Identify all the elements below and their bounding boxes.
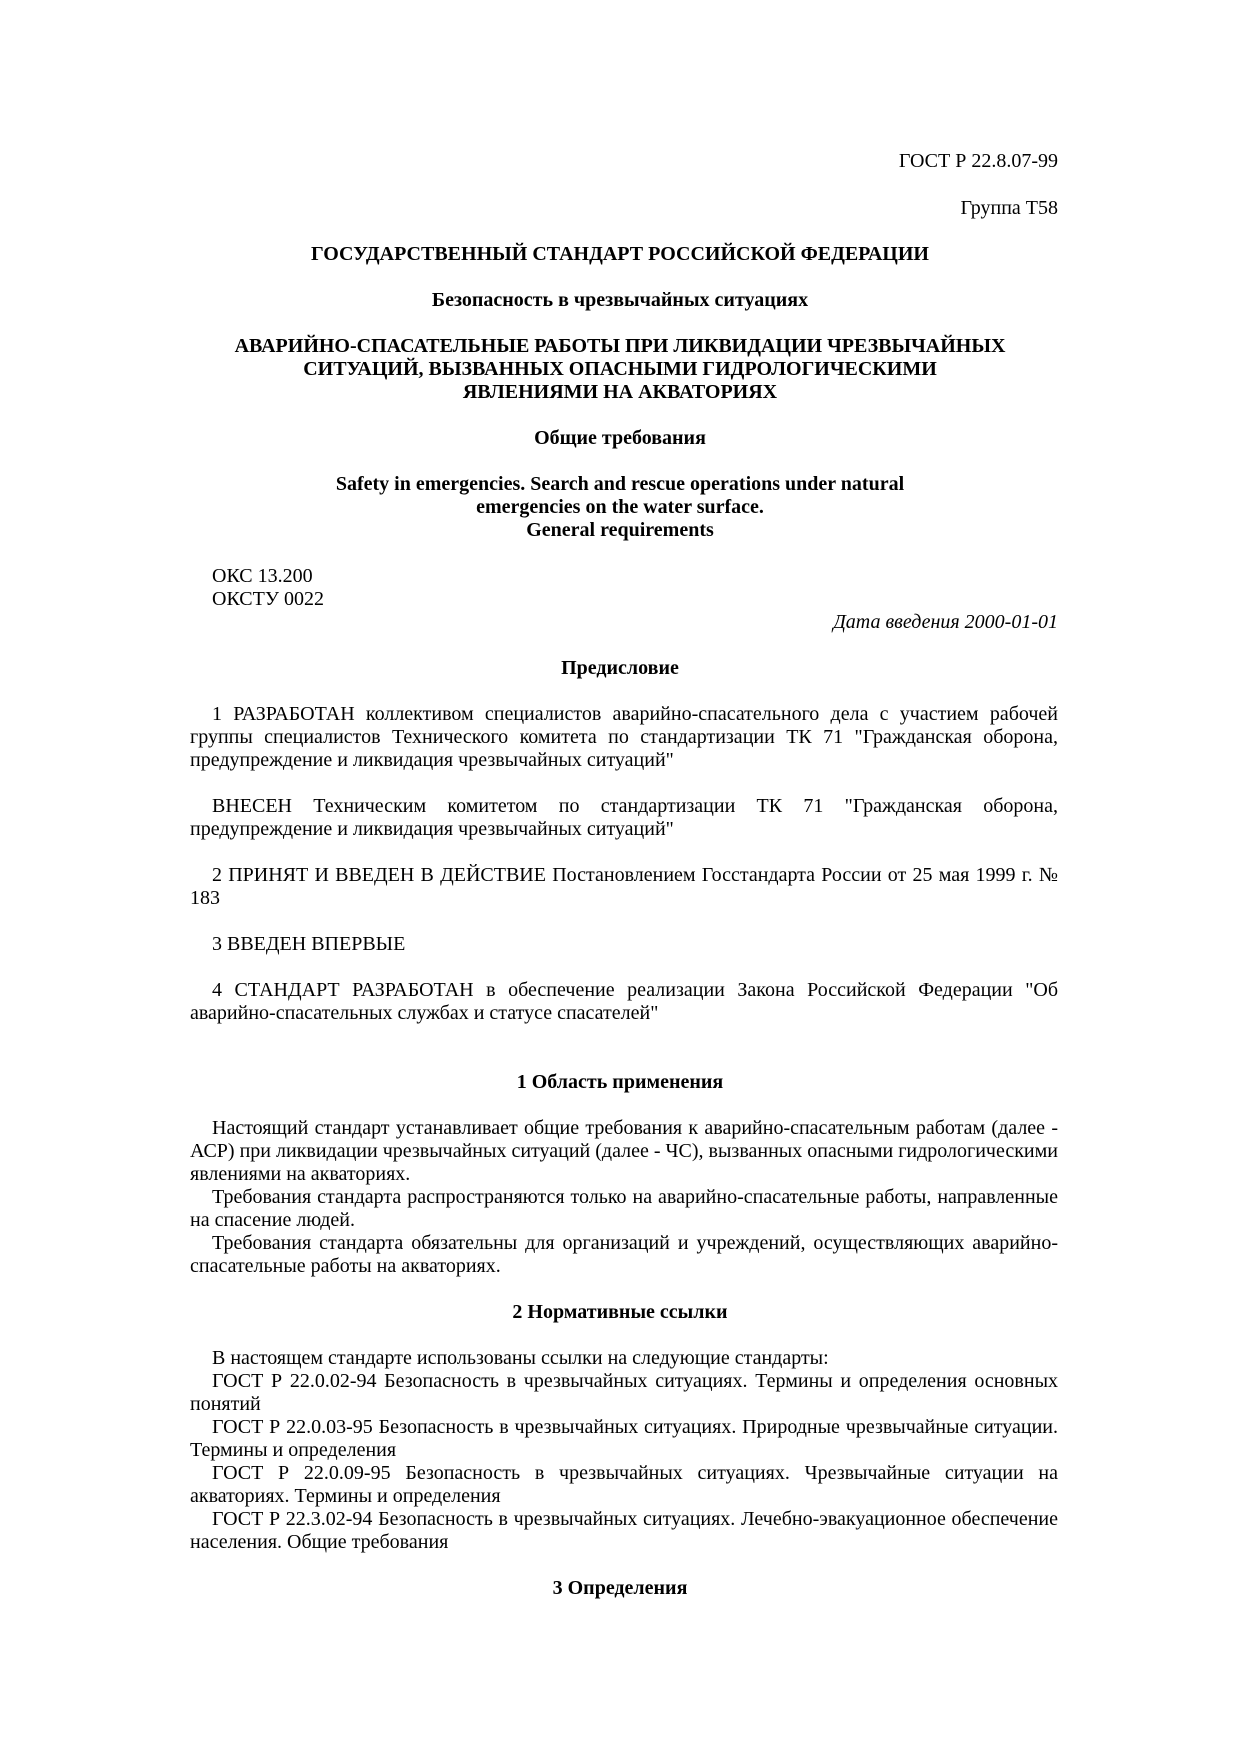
english-title-line-3: General requirements	[526, 519, 714, 541]
section-2-reference-3: ГОСТ Р 22.0.09-95 Безопасность в чрезвычайных ситуациях. Чрезвычайные ситуации на акваториях. Термины и определения	[190, 1462, 1058, 1507]
section-3-heading: 3 Определения	[552, 1577, 688, 1599]
section-1-heading: 1 Область применения	[516, 1071, 724, 1093]
intro-date: Дата введения 2000-01-01	[833, 611, 1058, 633]
okstu-code: ОКСТУ 0022	[212, 588, 325, 610]
section-2-paragraph-1: В настоящем стандарте использованы ссылки на следующие стандарты:	[212, 1347, 829, 1369]
foreword-paragraph-4: 3 ВВЕДЕН ВПЕРВЫЕ	[212, 933, 406, 955]
subtitle: Общие требования	[534, 427, 706, 449]
doc-number: ГОСТ Р 22.8.07-99	[898, 150, 1058, 172]
section-1-paragraph-3: Требования стандарта обязательны для организаций и учреждений, осуществляющих аварийно-спасательные работы на акваториях.	[190, 1232, 1058, 1277]
english-title-line-1: Safety in emergencies. Search and rescue operations under natural	[335, 473, 905, 495]
section-1-paragraph-2: Требования стандарта распространяются только на аварийно-спасательные работы, направленные на спасение людей.	[190, 1186, 1058, 1231]
doc-group: Группа Т58	[960, 197, 1058, 219]
english-title-line-2: emergencies on the water surface.	[476, 496, 764, 518]
section-1-paragraph-1: Настоящий стандарт устанавливает общие требования к аварийно-спасательным работам (далее - АСР) при ликвидации чрезвычайных ситуаций (далее - ЧС), вызванных опасными гидрологическими явлениями на акваториях.	[190, 1117, 1058, 1185]
section-2-body	[190, 1347, 1058, 1554]
foreword-heading: Предисловие	[561, 657, 679, 679]
foreword-paragraph-5: 4 СТАНДАРТ РАЗРАБОТАН в обеспечение реализации Закона Российской Федерации "Об аварийно-спасательных службах и статусе спасателей"	[190, 979, 1058, 1024]
section-1-body	[190, 1117, 1058, 1278]
section-2-heading: 2 Нормативные ссылки	[512, 1301, 728, 1323]
section-2-reference-2: ГОСТ Р 22.0.03-95 Безопасность в чрезвычайных ситуациях. Природные чрезвычайные ситуации. Термины и определения	[190, 1416, 1058, 1461]
foreword-paragraph-3: 2 ПРИНЯТ И ВВЕДЕН В ДЕЙСТВИЕ Постановлением Госстандарта России от 25 мая 1999 г. № 183	[190, 864, 1058, 909]
foreword-paragraph-1: 1 РАЗРАБОТАН коллективом специалистов аварийно-спасательного дела с участием рабочей группы специалистов Технического комитета по стандартизации ТК 71 "Гражданская оборона, предупреждение и ликвидация чрезвычайных ситуаций"	[190, 703, 1058, 771]
series-title: Безопасность в чрезвычайных ситуациях	[431, 289, 809, 311]
main-title-line-2: СИТУАЦИЙ, ВЫЗВАННЫХ ОПАСНЫМИ ГИДРОЛОГИЧЕСКИМИ	[303, 358, 937, 380]
state-standard-title: ГОСУДАРСТВЕННЫЙ СТАНДАРТ РОССИЙСКОЙ ФЕДЕРАЦИИ	[311, 243, 929, 265]
oks-code: ОКС 13.200	[212, 565, 313, 587]
foreword-paragraph-2: ВНЕСЕН Техническим комитетом по стандартизации ТК 71 "Гражданская оборона, предупреждение и ликвидация чрезвычайных ситуаций"	[190, 795, 1058, 840]
section-2-reference-4: ГОСТ Р 22.3.02-94 Безопасность в чрезвычайных ситуациях. Лечебно-эвакуационное обеспечение населения. Общие требования	[190, 1508, 1058, 1553]
section-2-reference-1: ГОСТ Р 22.0.02-94 Безопасность в чрезвычайных ситуациях. Термины и определения основных понятий	[190, 1370, 1058, 1415]
main-title-line-3: ЯВЛЕНИЯМИ НА АКВАТОРИЯХ	[462, 381, 778, 403]
main-title-line-1: АВАРИЙНО-СПАСАТЕЛЬНЫЕ РАБОТЫ ПРИ ЛИКВИДАЦИИ ЧРЕЗВЫЧАЙНЫХ	[234, 335, 1006, 357]
